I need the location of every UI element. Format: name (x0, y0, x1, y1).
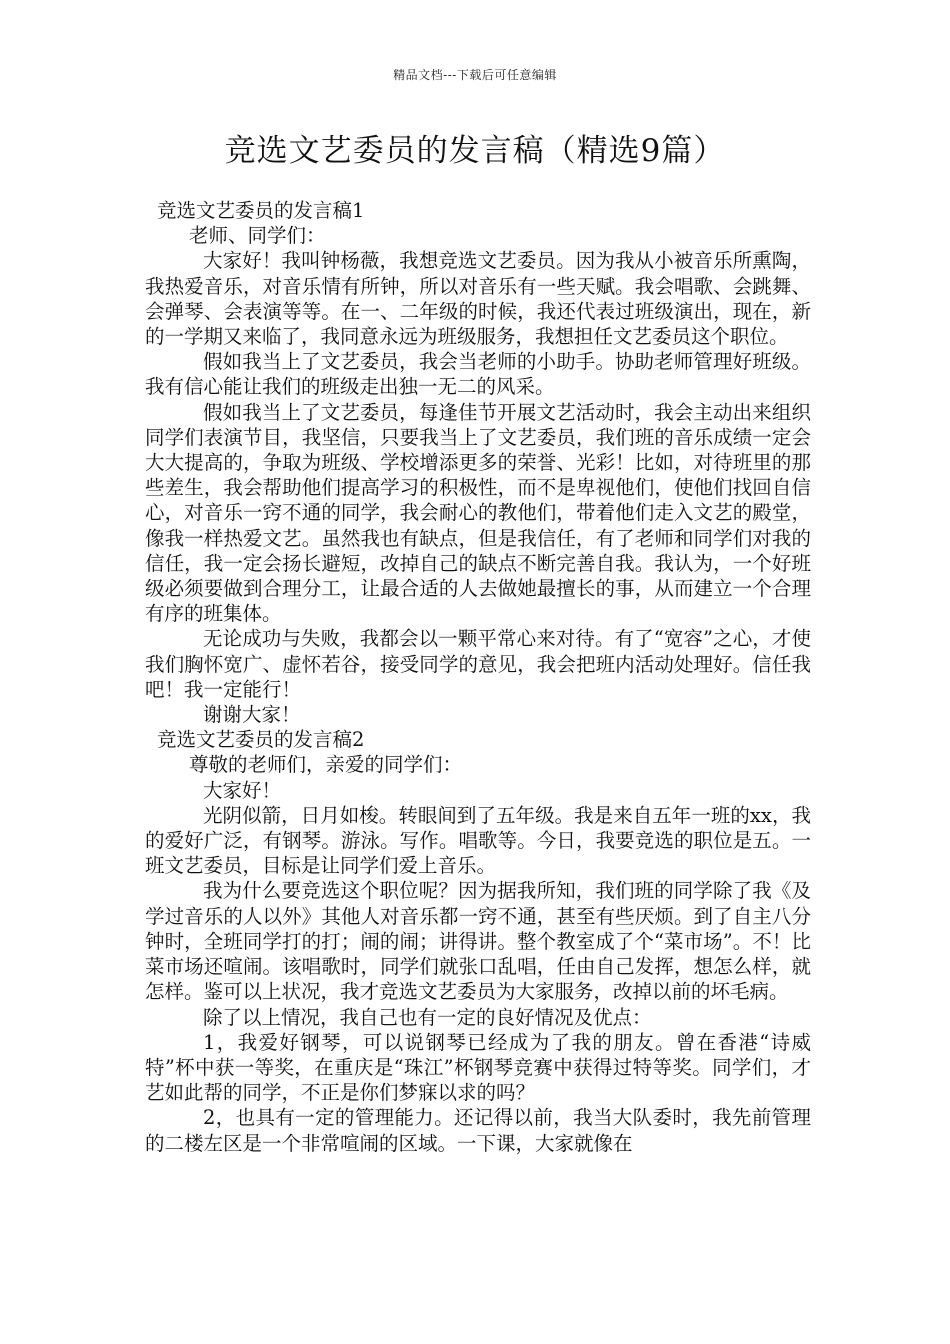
salutation: 老师、同学们： (189, 224, 326, 248)
salutation: 尊敬的老师们，亲爱的同学们： (189, 753, 463, 777)
paragraph: 谢谢大家！ (203, 703, 301, 727)
paragraph: 假如我当上了文艺委员，每逢佳节开展文艺活动时，我会主动出来组织同学们表演节目，我坚信，只要我当上了文艺委员，我们班的音乐成绩一定会大大提高的，争取为班级、学校增添更多的荣誉、光彩！比如，对待班里的那些差生，我会帮助他们提高学习的积极性，而不是卑视他们，使他们找回自信心，对音乐一窍不通的同学，我会耐心的教他们，带着他们走入文艺的殿堂，像我一样热爱文艺。虽然我也有缺点，但是我信任，有了老师和同学们对我的信任，我一定会扬长避短，改掉自己的缺点不断完善自我。我认为，一个好班级必须要做到合理分工，让最合适的人去做她最擅长的事，从而建立一个合理有序的班集体。 (145, 400, 811, 626)
paragraph: 光阴似箭，日月如梭。转眼间到了五年级。我是来自五年一班的xx，我的爱好广泛，有钢琴。游泳。写作。唱歌等。今日，我要竞选的职位是五。一班文艺委员，目标是让同学们爱上音乐。 (145, 803, 811, 878)
paragraph: 大家好！我叫钟杨薇，我想竞选文艺委员。因为我从小被音乐所熏陶，我热爱音乐，对音乐情有所钟，所以对音乐有一些天赋。我会唱歌、会跳舞、会弹琴、会表演等等。在一、二年级的时候，我还代表过班级演出，现在，新的一学期又来临了，我同意永远为班级服务，我想担任文艺委员这个职位。 (145, 249, 811, 349)
page-header: 精品文档---下载后可任意编辑 (393, 68, 557, 82)
paragraph: 1，我爱好钢琴，可以说钢琴已经成为了我的朋友。曾在香港“诗威特”杯中获一等奖，在重庆是“珠江”杯钢琴竞赛中获得过特等奖。同学们，才艺如此帮的同学，不正是你们梦寐以求的吗？ (145, 1030, 811, 1105)
paragraph: 大家好！ (203, 778, 282, 802)
paragraph: 我为什么要竞选这个职位呢？因为据我所知，我们班的同学除了我《及学过音乐的人以外》其他人对音乐都一窍不通，甚至有些厌烦。到了自主八分钟时，全班同学打的打；闹的闹；讲得讲。整个教室成了个“菜市场”。不！比菜市场还喧闹。该唱歌时，同学们就张口乱唱，任由自己发挥，想怎么样，就怎样。鉴可以上状况，我才竞选文艺委员为大家服务，改掉以前的坏毛病。 (145, 879, 811, 1004)
section-heading: 竞选文艺委员的发言稿1 (157, 199, 365, 222)
paragraph: 无论成功与失败，我都会以一颗平常心来对待。有了“宽容”之心，才使我们胸怀宽广、虚怀若谷，接受同学的意见，我会把班内活动处理好。信任我吧！我一定能行！ (145, 627, 811, 701)
paragraph: 假如我当上了文艺委员，我会当老师的小助手。协助老师管理好班级。我有信心能让我们的班级走出独一无二的风采。 (145, 350, 811, 399)
paragraph: 除了以上情况，我自己也有一定的良好情况及优点： (203, 1005, 652, 1029)
paragraph: 2，也具有一定的管理能力。还记得以前，我当大队委时，我先前管理的二楼左区是一个非常喧闹的区域。一下课，大家就像在 (145, 1106, 811, 1155)
document-body (145, 198, 811, 1156)
section-heading: 竞选文艺委员的发言稿2 (157, 728, 365, 752)
document-title: 竞选文艺委员的发言稿（精选9篇） (224, 133, 726, 169)
